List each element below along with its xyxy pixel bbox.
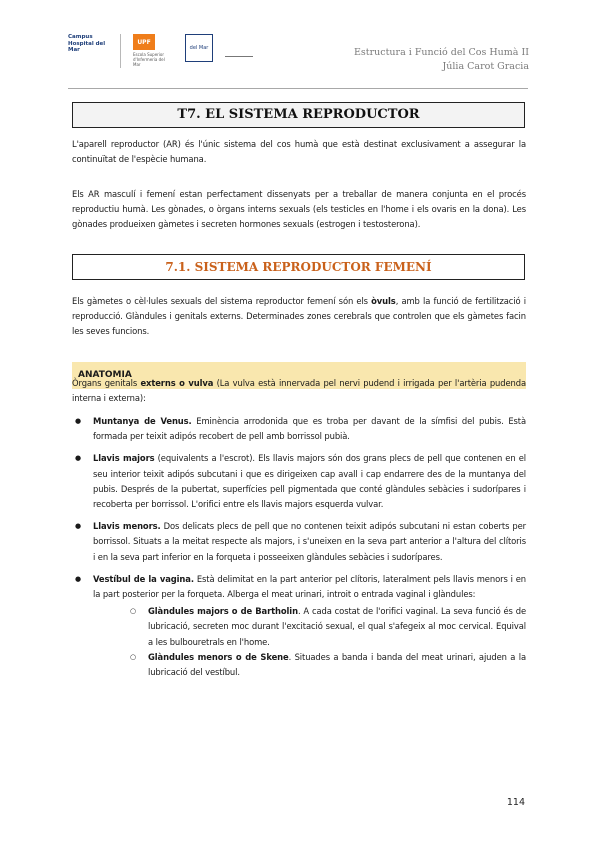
intro-paragraph-2: Els AR masculí i femení estan perfectament dissenyats per a treballar de manera conjunta en el procés reproductiu humà. Les gònades, o òrgans interns sexuals (els testicles en l'home i els ovaris en la dona). Les gònades produeixen gàmetes i secreten hormones sexuals (estrogen i testosterona).	[72, 189, 526, 230]
chapter-title: T7. EL SISTEMA REPRODUCTOR	[72, 102, 525, 128]
sublist-item: ○ Glàndules majors o de Bartholin. A cada costat de l'orifici vaginal. La seva funció és de lubricació, secreten moc durant l'excitació sexual, el qual s'afegeix al moc cervical. Equival a les bulbouretrals en l'home.	[130, 604, 526, 650]
section-title: 7.1. SISTEMA REPRODUCTOR FEMENÍ	[72, 254, 525, 280]
running-header	[354, 46, 529, 74]
list-item: ● Vestíbul de la vagina. Està delimitat en la part anterior pel clítoris, lateralment pels llavis menors i en la part posterior per la forqueta. Alberga el meat urinari, introit o entrada vaginal i glàndules: ○ Glàndules majors o de Bartholin. A cada costat de l'orifici vaginal. La seva funció és de lubricació, secreten moc durant l'excitació sexual, el qual s'afegeix al moc cervical. Equival a les bulbouretrals en l'home. ○ Glàndules menors o de Skene. Situades a banda i banda del meat urinari, ajuden a la lubricació del vestíbul.	[72, 572, 526, 680]
section-paragraph: Els gàmetes o cèl·lules sexuals del sistema reproductor femení són els òvuls, amb la funció de fertilització i reproducció. Glàndules i genitals externs. Determinades zones cerebrals que controlen que els gàmetes facin les seves funcions.	[72, 296, 526, 337]
sublist-item: ○ Glàndules menors o de Skene. Situades a banda i banda del meat urinari, ajuden a la lubricació del vestíbul.	[130, 650, 526, 680]
header-logos	[68, 34, 253, 74]
signature-logo	[225, 42, 253, 57]
anatomia-heading: ANATOMIA	[72, 362, 526, 389]
header-rule	[68, 88, 528, 89]
course-name: Estructura i Funció del Cos Humà II	[354, 47, 529, 58]
page-number: 114	[506, 797, 525, 808]
upf-logo	[133, 34, 173, 67]
external-organs-list	[72, 414, 526, 687]
campus-logo: Campus Hospital del Mar	[68, 34, 106, 53]
list-item: ● Llavis majors (equivalents a l'escrot). Els llavis majors són dos grans plecs de pell que contenen en el seu interior teixit adipós subcutani i que es dirigeixen cap avall i cap endarrere des de la muntanya del pubis. Després de la pubertat, superfícies pell pigmentada que conté glàndules sebàcies i sudorípares i recoberta per borrissol. L'orifici entre els llavis majors esquerda vulvar.	[72, 451, 526, 512]
intro-paragraph-1: L'aparell reproductor (AR) és l'únic sistema del cos humà que està destinat exclusivament a assegurar la continuïtat de l'espècie humana.	[72, 139, 526, 165]
author-name: Júlia Carot Gracia	[442, 61, 529, 72]
upf-logo-caption: Escola Superior d'Infermeria del Mar	[133, 52, 165, 67]
logo-divider	[120, 34, 121, 68]
list-item: ● Llavis menors. Dos delicats plecs de pell que no contenen teixit adipós subcutani ni estan coberts per borrissol. Situats a la meitat respecte als majors, i s'uneixen en la seva part anterior a l'altura del clítoris i en la seva part inferior en la forqueta i posseeixen glàndules sebàcies i sudorípares.	[72, 519, 526, 565]
upf-logo-mark: UPF	[133, 34, 155, 50]
organs-intro: Òrgans genitals externs o vulva (La vulva està innervada pel nervi pudend i irrigada per l'artèria pudenda interna i externa):	[72, 378, 526, 404]
list-item: ● Muntanya de Venus. Eminència arrodonida que es troba per davant de la símfisi del pubis. Està formada per teixit adipós recobert de pell amb borrissol pubià.	[72, 414, 526, 444]
glands-sublist	[93, 604, 526, 680]
mar-logo: del Mar	[185, 34, 213, 62]
